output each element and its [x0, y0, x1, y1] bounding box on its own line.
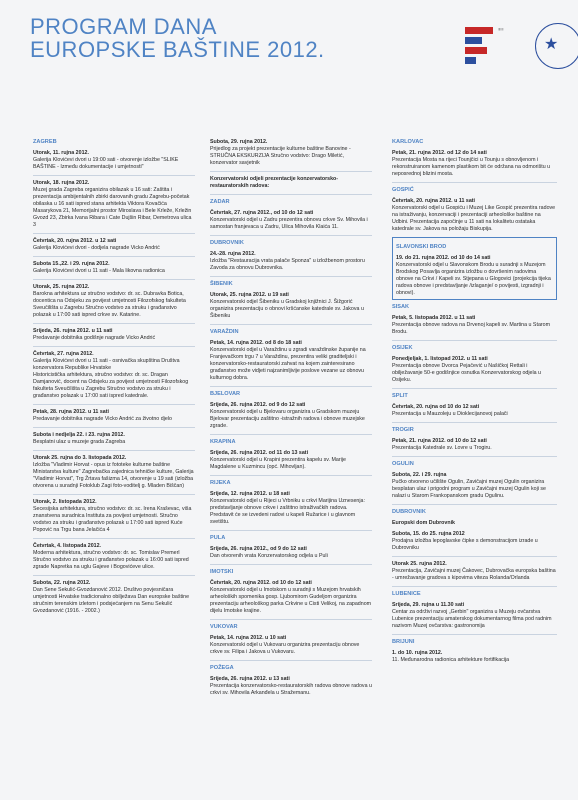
divider — [210, 475, 372, 476]
city-heading: BJELOVAR — [210, 391, 241, 397]
city-heading: KRAPINA — [210, 439, 236, 445]
event-description: Prijedlog za projekt prezentacije kulturne baštine Banovine - STRUČNA EKSKURZIJA Stručno vodstvo: Drago Miletić, konzervator savjetnik — [210, 146, 351, 166]
divider — [33, 494, 195, 495]
city-heading: SPLIT — [392, 393, 408, 399]
divider — [392, 422, 557, 423]
page-title-line-1: PROGRAM DANA — [30, 14, 217, 39]
event-date: Srijeda, 26. rujna 2012. u 11 sati — [33, 328, 113, 334]
divider — [210, 619, 372, 620]
event-date: Četvrtak, 27. rujna 2012., od 10 do 12 sati — [210, 210, 314, 216]
event-date: Subota, 22. i 29. rujna — [392, 472, 447, 478]
event-description: Historicistička arhitektura, stručno vodstvo: dr. sc. Dragan Damjanović, docent na Odsjeku za povijest umjetnosti Filozofskog fakulteta Sveučilišta u Zagrebu Stručno vodstvo za struku i građanstvo polazak u 17:00 sati ispred katedrale. — [33, 372, 189, 399]
event-description: Dan otvorenih vrata Konzervatorskog odjela u Puli — [210, 553, 328, 559]
divider — [392, 556, 557, 557]
event-description: Galerija Klovićevi dvori u 11 sati - osnivačka skupština Društva konzervatora Republike Hrvatske — [33, 358, 180, 371]
program-column-3 — [392, 135, 557, 664]
divider — [33, 346, 195, 347]
event-date: 24.-28. rujna 2012. — [210, 251, 256, 257]
eu-heritage-logo: ★ — [535, 23, 578, 69]
event-date: Subota 15.,22. i 29. rujna 2012. — [33, 261, 110, 267]
divider — [33, 279, 195, 280]
event-description: Konzervatorski odjel u Vukovaru organizira prezentaciju obnove crkve sv. Filipa i Jakova u Vukovaru. — [210, 642, 360, 655]
event-date: Petak, 14. rujna 2012. u 10 sati — [210, 635, 287, 641]
city-heading: TROGIR — [392, 427, 414, 433]
city-heading: KARLOVAC — [392, 139, 424, 145]
city-heading: LUBENICE — [392, 591, 421, 597]
section-heading: Konzervatorski odjeli prezentacije konzervatorsko-restauratorskih radova: — [210, 176, 339, 189]
event-date: Petak, 28. rujna 2012. u 11 sati — [33, 409, 109, 415]
divider — [210, 386, 372, 387]
event-description: Konzervatorski odjel Šibeniku u Gradskoj knjižnici J. Šižgorić organizira prezentaciju o obnovi kršćanske katedrale sv. Jakova u Šibeniku — [210, 299, 364, 319]
event-date: Četvrtak, 20. rujna 2012. u 11 sati — [392, 198, 476, 204]
event-date: Subota, 29. rujna 2012. — [210, 139, 268, 145]
event-date: Utorak, 18. rujna 2012. — [33, 180, 90, 186]
event-date: Srijeda, 26. rujna 2012. u 13 sati — [210, 676, 290, 682]
divider — [210, 171, 372, 172]
event-description: Besplatni ulaz u muzeje grada Zagreba — [33, 439, 126, 445]
divider — [392, 504, 557, 505]
divider — [33, 404, 195, 405]
event-date: Utorak 25. rujna do 3. listopada 2012. — [33, 455, 127, 461]
divider — [392, 182, 557, 183]
event-date: Petak, 5. listopada 2012. u 11 sati — [392, 315, 476, 321]
event-description: Konzervatorski odjel u Bjelovaru organizira u Gradskom muzeju Bjelovar prezentaciju zaštitno -istražnih radova i obnove muzejske zgrade. — [210, 409, 365, 429]
event-date: Utorak, 25. rujna 2012. u 19 sati — [210, 292, 289, 298]
event-date: Utorak, 25. rujna 2012. — [33, 284, 90, 290]
event-date: 1. do 10. rujna 2012. — [392, 650, 443, 656]
event-description: Konzervatorski odjel u Rijeci u Vrbniku u crkvi Marijina Uznesenja: predstavljanje obnove crkve i zaštitno istraživačkih radova. Predstavit će se izvedeni radovi u kapeli Ružarice i u glavnom svetištu. — [210, 498, 365, 525]
page-title-line-2: EUROPSKE BAŠTINE 2012. — [30, 37, 325, 62]
event-date: Subota, 15. do 25. rujna 2012 — [392, 531, 465, 537]
event-description: Prezentacija konzervatorsko-restauratorskih radova obnove radova u crkvi sv. Mihovila Arkanđela u Stražemanu. — [210, 683, 372, 696]
event-description: Barokna arhitektura uz stručno vodstvo: dr. sc. Dubravka Botica, docentica na Odsjeku za povijest umjetnosti Filozofskog fakulteta Sveučilišta u Zagrebu Stručno vodstvo za struku i građanstvo polazak u 17:00 sati ispred crkve sv. Katarine. — [33, 291, 186, 318]
event-date: Utorak, 11. rujna 2012. — [33, 150, 89, 156]
ministry-text: ||||||| — [498, 27, 504, 31]
event-description: 11. Međunarodna radionica arhitekture fortifikacija — [392, 657, 510, 663]
event-date: Srijeda, 26. rujna 2012. od 9 do 12 sati — [210, 402, 306, 408]
city-heading: GOSPIĆ — [392, 187, 414, 193]
event-date: Petak, 21. rujna 2012. od 12 do 14 sati — [392, 150, 487, 156]
event-date: Srijeda, 12. rujna 2012. u 18 sati — [210, 491, 290, 497]
program-column-2 — [210, 135, 372, 697]
event-date: Srijeda, 29. rujna u 11.30 sati — [392, 602, 465, 608]
city-heading: OSIJEK — [392, 345, 413, 351]
city-heading: OGULIN — [392, 461, 414, 467]
divider — [210, 194, 372, 195]
event-description: Galerija Klovićevi dvori u 19:00 sati - otvorenje izložbe "SLIKE BAŠTINE - Između dokumentacije i umjetnosti" — [33, 157, 179, 170]
event-date: Četvrtak, 20. rujna 2012. od 10 do 12 sati — [210, 580, 312, 586]
city-heading: ZADAR — [210, 199, 230, 205]
program-column-1 — [33, 135, 195, 615]
page-header — [30, 14, 559, 95]
city-heading: DUBROVNIK — [392, 509, 426, 515]
divider — [210, 434, 372, 435]
event-description: Konzervatorski odjel u Zadru prezentira obnovu crkve Sv. Mihovila i samostan franjevaca u Zadru, Ulica Mihovila Klaića 11. — [210, 217, 368, 230]
divider — [33, 450, 195, 451]
event-description: Centar za održivi razvoj „Gerbin" organizira u Muzeju ovčarstva Lubenice prezentaciju amaterskog dokumentarnog filma pod radnim nazivom Muzej ovčarstva: gastronomija — [392, 609, 552, 629]
event-description: Dan Sene Sekulić-Gvozdanović 2012. Društvo povjesničara umjetnosti Hrvatske tradicionalno obilježava Dan europske baštine stručnim terenskim izletom i podsjećanjem na Senu Sekulić Gvozdanović (1916. - 2002.) — [33, 587, 190, 614]
city-heading: SLAVONSKI BROD — [396, 244, 447, 250]
city-heading: IMOTSKI — [210, 569, 234, 575]
event-description: Prezentacija obnove Dvorca Pejačević u Našičkoj Rettali i obilježavanje 50-e godišnjice osnutka Konzervatorskog odjela u Osijeku. — [392, 363, 541, 383]
event-description: Konzervatorski odjel u Gospiću i Muzej Like Gospić prezentira radove na istraživanju, konzervaciji i prezentaciji arheološke baštine na Udbini. Prezentacija započinje u 11 sati na lokalitetu ostataka katedrale sv. Jakova na položaju Biskupija. — [392, 205, 556, 232]
event-date: Petak, 21. rujna 2012. od 10 do 12 sati — [392, 438, 487, 444]
event-date: Petak, 14. rujna 2012. od 8 do 18 sati — [210, 340, 302, 346]
highlight-box — [392, 237, 557, 300]
divider — [210, 564, 372, 565]
city-heading: VUKOVAR — [210, 624, 238, 630]
divider — [33, 256, 195, 257]
event-description: Pučko otvoreno učilište Ogulin, Zavičajni muzej Ogulin organizira besplatan ulaz i prigodni program u Zavičajni muzej Ogulin koji se nalazi u Starom Frankopanskom gradu Ogulinu. — [392, 479, 546, 499]
divider — [33, 175, 195, 176]
event-description: Konzervatorski odjel u Varaždinu u zgradi varaždinske županije na Franjevačkom trgu 7 u Varaždinu, prezentira veliki graditeljski i konzervatorsko-restauratorski zahvat na kojem zainteresirano građanstvo može vidjeti najzanimljivije poslove vezane uz obnovu kulturnog dobra. — [210, 347, 366, 381]
event-description: Izložba "Vladimir Horvat - opus iz fototeke kulturne baštine Ministarstva kulture" Zagrebačka zajednica tehničke kulture, Galerija "Vladimir Horvat", Trg Žrtava fašizma 14, otvorenje u 19 sati (izložba otvorena u suradnji Fotoklub Zagi foto-voditelj g. Mladen Biščan) — [33, 462, 194, 489]
divider — [33, 575, 195, 576]
city-heading: SISAK — [392, 304, 410, 310]
divider — [210, 530, 372, 531]
divider — [210, 235, 372, 236]
event-date: Utorak, 2. listopada 2012. — [33, 499, 97, 505]
event-description: Muzej grada Zagreba organizira obilazak u 16 sati: Zaštita i prezentacija ambijentalnih zbirki darovanih gradu Zagrebu-početak obilaska u 16 sati ispred stana arhitekta Viktora Kovačića Masarykova 21, Memorijalni prostor Miroslava i Bele Krleže, Krležin Gvozd 23, Zbirka Ivana Ribara i Cate Dujšin Ribar, Demetrova ulica 3 — [33, 187, 192, 228]
event-description: Galerija Klovićevi dvori - dodjela nagrade Vicko Andrić — [33, 245, 160, 251]
event-description: Predavanje dobitnika godišnje nagrade Vicko Andrić — [33, 335, 156, 341]
event-date: Europski dom Dubrovnik — [392, 520, 455, 526]
event-description: Prezentacija obnove radova na Drvenoj kapeli sv. Martina u Starom Brodu. — [392, 322, 551, 335]
city-heading: DUBROVNIK — [210, 240, 244, 246]
divider — [210, 324, 372, 325]
city-heading: VARAŽDIN — [210, 329, 239, 335]
event-date: Srijeda, 26. rujna 2012. od 11 do 13 sati — [210, 450, 309, 456]
ministry-logo — [465, 27, 493, 73]
divider — [392, 634, 557, 635]
event-date: Ponedjeljak, 1. listopad 2012. u 11 sati — [392, 356, 488, 362]
city-heading: ZAGREB — [33, 139, 57, 145]
event-date: Četvrtak, 4. listopada 2012. — [33, 543, 102, 549]
event-date: Subota, 22. rujna 2012. — [33, 580, 91, 586]
event-date: Srijeda, 26. rujna 2012., od 9 do 12 sati — [210, 546, 307, 552]
event-date: 19. do 21. rujna 2012. od 10 do 14 sati — [396, 255, 491, 261]
city-heading: BRIJUNI — [392, 639, 415, 645]
event-date: Utorak 25. rujna 2012. — [392, 561, 447, 567]
divider — [392, 586, 557, 587]
event-description: Galerija Klovićevi dvori u 11 sati - Mala likovna radionica — [33, 268, 165, 274]
event-description: Prezentacija Katedrale sv. Lovre u Trogiru. — [392, 445, 492, 451]
divider — [210, 276, 372, 277]
divider — [392, 388, 557, 389]
event-description: Prodajna izložba lepoglavske čipke s demonstracijom izrade u Dubrovniku — [392, 538, 538, 551]
event-description: Konzervatorski odjel u Imotskom u suradnji s Muzejom hrvatskih arheoloških spomenika gosp. Ljubomirom Gudeljom organizira prezentaciju arheološkog parka Crkvine u Cisti Velikoj, na zapadnom dijelu Imotske krajine. — [210, 587, 372, 614]
event-date: Četvrtak, 27. rujna 2012. — [33, 351, 94, 357]
event-description: Prezentacija, Zavičajni muzej Čakovec, Dubrovačka europska baština - umrežavanje gradova s kipovima viteza Rolanda/Orlanda — [392, 568, 556, 581]
divider — [392, 340, 557, 341]
city-heading: ŠIBENIK — [210, 281, 233, 287]
event-description: Izložba "Restauracija vrata palače Sponza" u izložbenom prostoru Zavoda za obnovu Dubrovnika. — [210, 258, 365, 271]
event-description: Predavanje dobitnika nagrade Vicko Andrić za životno djelo — [33, 416, 172, 422]
event-description: Moderna arhitektura, stručno vodstvo: dr. sc. Tomislav Premerl Stručno vodstvo za struku i građanstvo polazak u 16:00 sati ispred zgrade Napretka na uglu Gajeve i Bogovićeve ulice. — [33, 550, 189, 570]
event-description: Secesijska arhitektura, stručno vodstvo: dr. sc. Irena Kraševac, viša znanstvena suradnica Instituta za povijest umjetnosti. Stručno vodstvo za struku i građanstvo polazak u 17:00 sati ispred Kuće Popović na Trgu bana Jelačića 4 — [33, 506, 192, 533]
event-date: Subota i nedjelja 22. i 23. rujna 2012. — [33, 432, 125, 438]
event-description: Prezentacija u Mauzoleju u Dioklecijanovoj palači — [392, 411, 508, 417]
divider — [33, 427, 195, 428]
event-description: Prezentacija Mosta na rijeci Tounjčici u Tounju s obnovljenom i rekonstruiranom kamenom plastikom bit će održana na odmorištu u neposrednoj blizini mosta. — [392, 157, 551, 177]
event-description: Konzervatorski odjel u Slavonskom Brodu u suradnji s Muzejom Brodskog Posavlja organizira izložbu o dovršenim radovima obnove na Crkvi / Kapeli sv. Stjepana u Glogovici (projekcija tijeka radova obnove i predstavljanje /izlaganje/ o povijesti, izgradnji i obnovi). — [396, 262, 551, 296]
event-date: Četvrtak, 20. rujna 2012. u 12 sati — [33, 238, 117, 244]
event-description: Konzervatorski odjel u Krapini prezentira kapelu sv. Marije Magdalene u Kuzmincu (opć. Mihovljan). — [210, 457, 346, 470]
city-heading: POŽEGA — [210, 665, 234, 671]
divider — [33, 233, 195, 234]
city-heading: RIJEKA — [210, 480, 231, 486]
event-date: Četvrtak, 20. rujna od 10 do 12 sati — [392, 404, 480, 410]
city-heading: PULA — [210, 535, 226, 541]
divider — [210, 660, 372, 661]
divider — [33, 323, 195, 324]
divider — [392, 456, 557, 457]
divider — [33, 538, 195, 539]
